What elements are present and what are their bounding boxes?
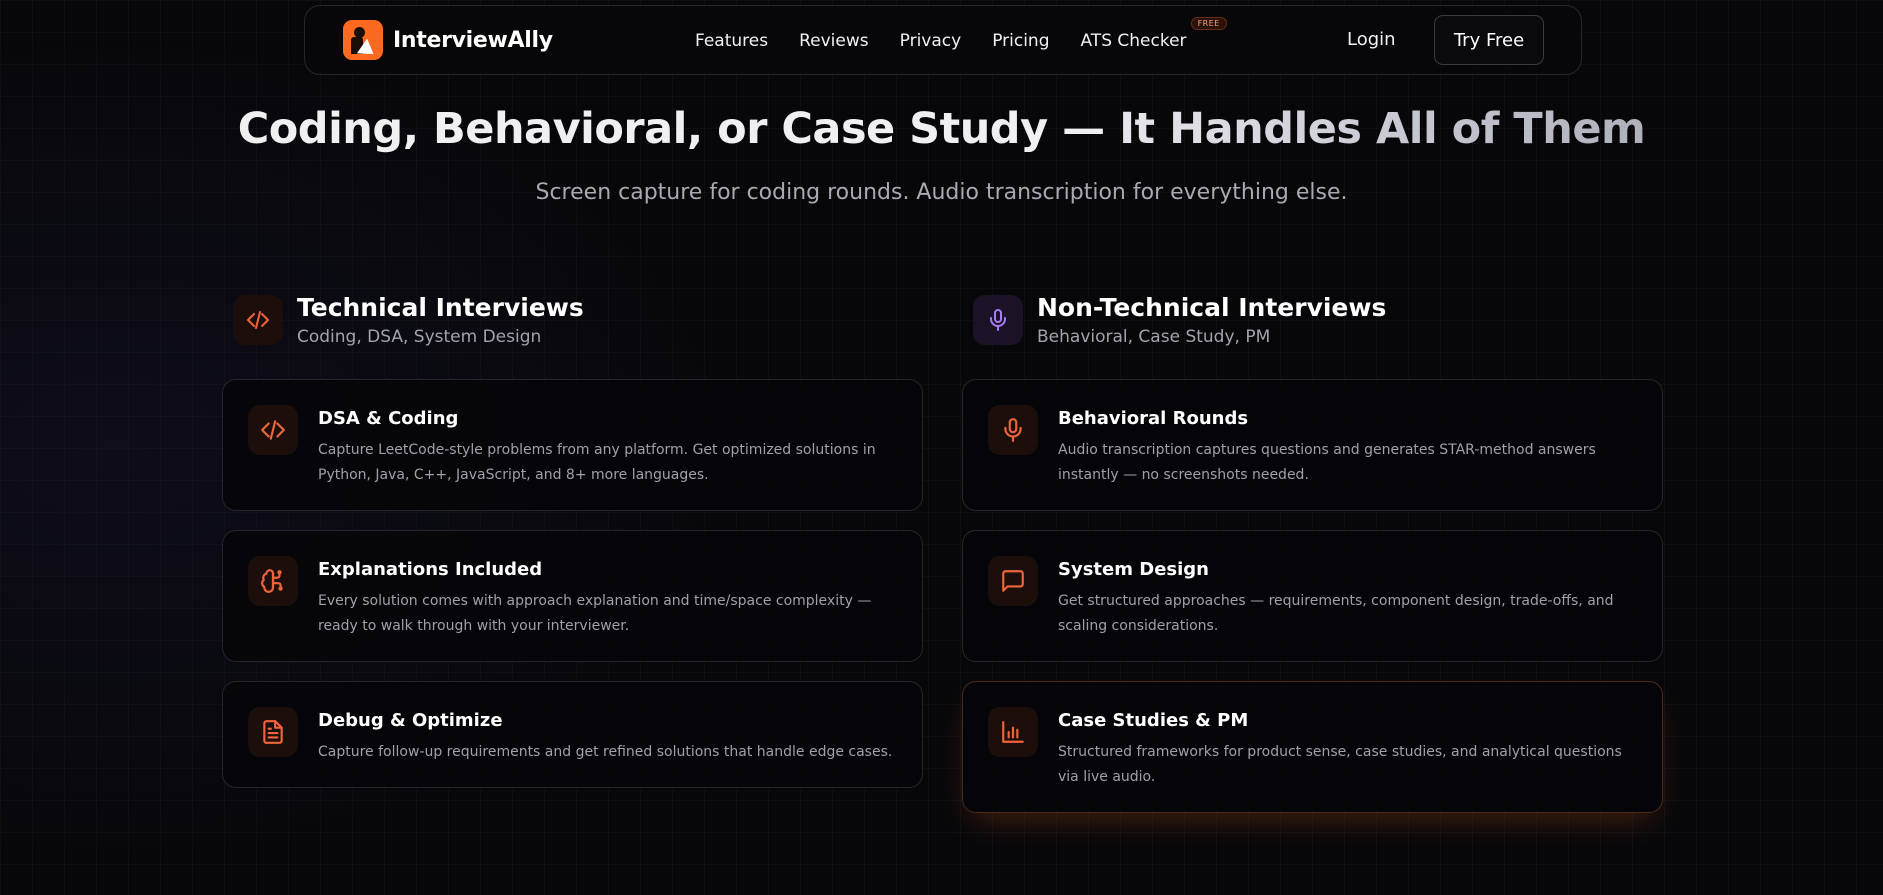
nav-link-ats-checker-label: ATS Checker — [1080, 31, 1187, 51]
feature-card-debug-optimize[interactable] — [222, 681, 923, 788]
feature-card-description: Capture LeetCode-style problems from any platform. Get optimized solutions in Python, Java, C++, JavaScript, and 8+ more languages. — [318, 442, 876, 483]
feature-card-description: Every solution comes with approach explanation and time/space complexity — ready to walk through with your interviewer. — [318, 593, 872, 634]
feature-card-title: Case Studies & PM — [1058, 710, 1249, 731]
nav-link-features[interactable]: Features — [695, 31, 769, 51]
brain-icon — [248, 556, 298, 606]
bar-chart-icon — [988, 707, 1038, 757]
feature-card-description: Get structured approaches — requirements, component design, trade-offs, and scaling considerations. — [1058, 593, 1614, 634]
feature-card-title: Debug & Optimize — [318, 710, 503, 731]
technical-section-title: Technical Interviews — [297, 293, 584, 322]
hero-title-accent: It Handles All of Them — [1119, 104, 1646, 154]
brand-logo[interactable] — [343, 20, 553, 60]
technical-section-subtitle: Coding, DSA, System Design — [297, 327, 542, 347]
top-navigation — [304, 5, 1582, 75]
hero-title-main: Coding, Behavioral, or Case Study — — [237, 104, 1120, 154]
logo-mark-icon — [343, 20, 383, 60]
hero-subtitle: Screen capture for coding rounds. Audio transcription for everything else. — [535, 180, 1348, 205]
document-icon — [248, 707, 298, 757]
feature-card-description: Capture follow-up requirements and get refined solutions that handle edge cases. — [318, 744, 893, 760]
feature-card-title: Behavioral Rounds — [1058, 408, 1249, 429]
technical-section-header — [233, 293, 733, 349]
feature-card-title: DSA & Coding — [318, 408, 459, 429]
code-icon — [248, 405, 298, 455]
nontechnical-section-title: Non-Technical Interviews — [1037, 293, 1387, 322]
microphone-icon — [988, 405, 1038, 455]
login-link[interactable]: Login — [1347, 29, 1396, 50]
feature-card-system-design[interactable] — [962, 530, 1663, 662]
nontechnical-section-subtitle: Behavioral, Case Study, PM — [1037, 327, 1271, 347]
nav-link-ats-checker[interactable] — [1080, 19, 1220, 51]
feature-card-behavioral-rounds[interactable] — [962, 379, 1663, 511]
nav-links — [695, 6, 1218, 76]
feature-card-title: Explanations Included — [318, 559, 543, 580]
free-badge: FREE — [1191, 17, 1227, 30]
message-square-icon — [988, 556, 1038, 606]
nav-link-reviews[interactable]: Reviews — [799, 31, 869, 51]
feature-card-description: Audio transcription captures questions and generates STAR-method answers instantly — no screenshots needed. — [1058, 442, 1596, 483]
feature-card-explanations[interactable] — [222, 530, 923, 662]
feature-card-description: Structured frameworks for product sense, case studies, and analytical questions via live audio. — [1058, 744, 1622, 785]
feature-card-dsa-coding[interactable] — [222, 379, 923, 511]
nav-link-privacy[interactable]: Privacy — [899, 31, 962, 51]
feature-card-title: System Design — [1058, 559, 1209, 580]
feature-card-case-studies-pm[interactable] — [962, 681, 1663, 813]
brand-name: InterviewAlly — [393, 27, 553, 53]
nontechnical-section-header — [973, 293, 1473, 349]
microphone-icon — [973, 295, 1023, 345]
code-icon — [233, 295, 283, 345]
hero-title — [0, 104, 1883, 154]
try-free-button[interactable]: Try Free — [1434, 15, 1544, 65]
nav-link-pricing[interactable]: Pricing — [992, 31, 1050, 51]
